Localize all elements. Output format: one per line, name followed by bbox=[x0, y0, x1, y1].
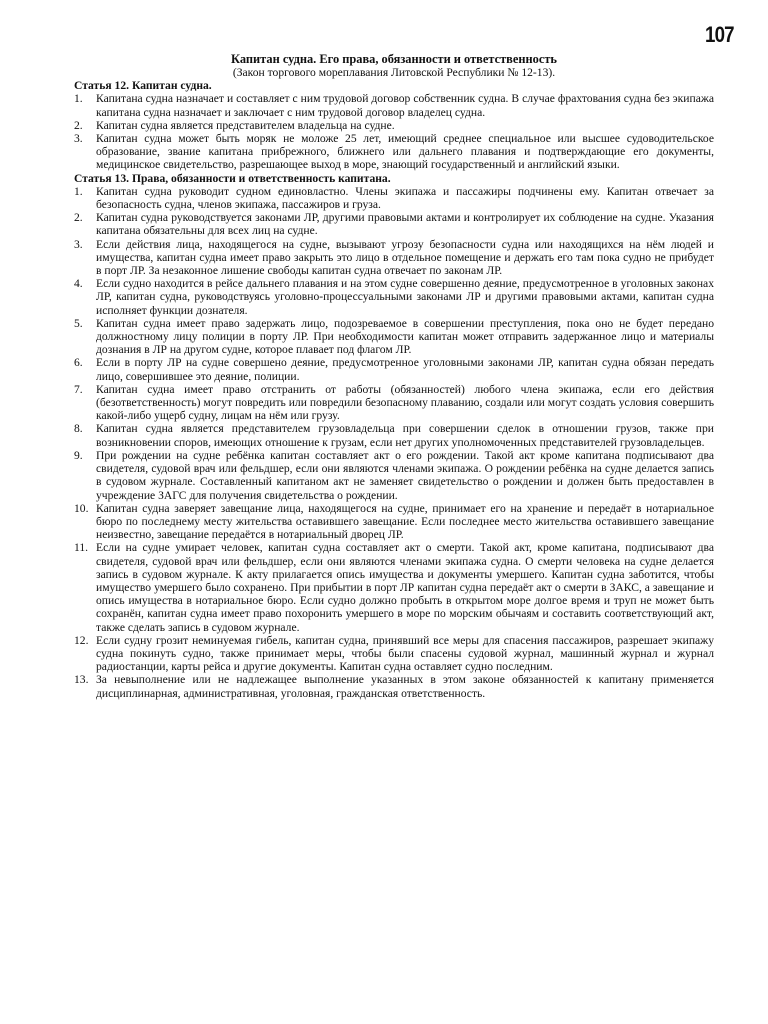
article-12-list bbox=[74, 92, 714, 171]
item-number: 5. bbox=[74, 316, 83, 330]
article-heading: Статья 13. Права, обязанности и ответственность капитана. bbox=[74, 171, 391, 185]
item-number: 2. bbox=[74, 211, 83, 225]
item-text: Капитан судна является представителем владельца на судне. bbox=[96, 118, 395, 132]
item-number: 4. bbox=[74, 277, 83, 291]
document-subtitle: (Закон торгового мореплавания Литовской Республики № 12-13). bbox=[232, 66, 556, 79]
item-number: 11. bbox=[74, 541, 89, 555]
item-text: Если действия лица, находящегося на судне, вызывают угрозу безопасности судна или находящихся на нём людей и имущества, капитан судна имеет право закрыть это лицо в отдельное помещение и держать его там пока судно не прибудет в порт ЛР. За незаконное лишение свободы капитан судна отвечает по законам ЛР. bbox=[96, 237, 714, 278]
item-number: 8. bbox=[74, 422, 83, 436]
item-text: Капитан судна руководствуется законами ЛР, другими правовыми актами и контролирует их соблюдение на судне. Указания капитана обязательны для всех лиц на судне. bbox=[96, 211, 714, 238]
list-item bbox=[74, 502, 714, 542]
article-13-list bbox=[74, 185, 714, 700]
item-text: Капитан судна имеет право отстранить от работы (обязанностей) любого члена экипажа, если его действия (безответственность) могут повредить или повредили безопасному плаванию, создали или могут создать условия совершить какой-либо ущерб судну, лицам на нём или грузу. bbox=[96, 382, 714, 423]
item-text: Капитан судна может быть моряк не моложе 25 лет, имеющий среднее специальное или высшее судоводительское образование, звание капитана прибрежного, ближнего или дальнего плавания и подтверждающие его документы, медицинское свидетельство, разрешающее выход в море, знающий государственный и английский языки. bbox=[96, 132, 714, 172]
item-number: 1. bbox=[74, 92, 83, 106]
item-number: 13. bbox=[74, 673, 89, 687]
item-text: Капитан судна заверяет завещание лица, находящегося на судне, принимает его на хранение и передаёт в нотариальное бюро по последнему месту жительства оставившего завещание. Если последнее место жительства оставившего завещание неизвестно, завещание передаётся в нотариальный дворец ЛР. bbox=[96, 501, 714, 542]
list-item bbox=[74, 238, 714, 278]
item-text: Если на судне умирает человек, капитан судна составляет акт о смерти. Такой акт, кроме капитана, подписывают два свидетеля, судовой врач или фельдшер, если они являются членами экипажа судна. О смерти человека на судне делается запись в судовом журнале. К акту прилагается опись имущества и документы умершего. Капитан судна заботится, чтобы имущество умершего было сохранено. При прибытии в порт ЛР капитан судна передаёт акт о смерти в ЗАКС, а завещание и опись имущества в нотариальное бюро. Если судно должно пробыть в открытом море долгое время и труп не может быть сохранён, капитан судна имеет право похоронить умершего в море по морским обычаям и составить соответствующий акт, также сделать запись в судовом журнале. bbox=[96, 541, 714, 634]
item-number: 7. bbox=[74, 382, 83, 396]
list-item bbox=[74, 356, 714, 382]
item-number: 6. bbox=[74, 356, 83, 370]
article-13 bbox=[74, 172, 714, 700]
item-text: Капитан судна руководит судном единовластно. Члены экипажа и пассажиры подчинены ему. Капитан отвечает за безопасность судна, членов экипажа, пассажиров и груза. bbox=[96, 184, 714, 212]
item-number: 12. bbox=[74, 633, 89, 647]
article-heading: Статья 12. Капитан судна. bbox=[74, 79, 212, 93]
item-text: Если судно находится в рейсе дальнего плавания и на этом судне совершенно деяние, предусмотренное в уголовных законах ЛР, капитан судна, руководствуясь уголовно-процессуальными законами ЛР и другими правовыми актами, капитан судна исполняет функции дознателя. bbox=[96, 277, 714, 317]
list-item bbox=[74, 673, 714, 699]
item-text: Капитана судна назначает и составляет с ним трудовой договор собственник судна. В случае фрахтования судна без экипажа капитана судна назначает и заключает с ним трудовой договор владелец судна. bbox=[96, 92, 714, 119]
list-item bbox=[74, 185, 714, 211]
article-12 bbox=[74, 79, 714, 171]
list-item bbox=[74, 119, 714, 132]
list-item bbox=[74, 92, 714, 118]
item-number: 10. bbox=[74, 501, 89, 515]
list-item bbox=[74, 317, 714, 357]
item-text: Если в порту ЛР на судне совершено деяние, предусмотренное уголовными законами ЛР, капитан судна обязан передать лицо, совершившее это деяние, полиции. bbox=[96, 356, 714, 383]
list-item bbox=[74, 541, 714, 633]
item-number: 3. bbox=[74, 237, 83, 251]
item-text: При рождении на судне ребёнка капитан составляет акт о его рождении. Такой акт кроме капитана подписывают два свидетеля, судовой врач или фельдшер, если они являются членами экипажа. О рождении ребёнка на судне делается запись в судовом журнале. Составленный капитаном акт не заменяет свидетельство о рождении и должен быть предоставлен в учреждение ЗАГС для получения свидетельства о рождении. bbox=[96, 448, 714, 502]
item-text: За невыполнение или не надлежащее выполнение указанных в этом законе обязанностей к капитану применяется дисциплинарная, административная, уголовная, гражданская ответственность. bbox=[96, 673, 714, 700]
document-title: Капитан судна. Его права, обязанности и ответственность bbox=[231, 52, 557, 66]
item-number: 1. bbox=[74, 184, 83, 198]
list-item bbox=[74, 634, 714, 674]
item-number: 9. bbox=[74, 448, 83, 462]
item-number: 2. bbox=[74, 118, 83, 132]
list-item bbox=[74, 449, 714, 502]
list-item bbox=[74, 383, 714, 423]
item-text: Если судну грозит неминуемая гибель, капитан судна, принявший все меры для спасения пассажиров, разрешает экипажу судна покинуть судно, также принимает меры, чтобы были спасены судовой журнал, машинный журнал и журнал радиостанции, карты рейса и другие документы. Капитан судна оставляет судно последним. bbox=[96, 633, 714, 674]
page-number: 107 bbox=[705, 22, 734, 47]
document-body bbox=[74, 52, 714, 700]
list-item bbox=[74, 422, 714, 448]
list-item bbox=[74, 132, 714, 172]
item-text: Капитан судна является представителем грузовладельца при совершении сделок в отношении грузов, также при возникновении споров, имеющих отношение к грузам, если нет других уполномоченных представителей грузовладельцев. bbox=[96, 422, 714, 449]
list-item bbox=[74, 277, 714, 317]
list-item bbox=[74, 211, 714, 237]
item-text: Капитан судна имеет право задержать лицо, подозреваемое в совершении преступления, пока оно не будет передано должностному лицу полиции в порту ЛР. При необходимости капитан может отправить задержанное лицо и материалы дознания в ЛР на другом судне, которое плавает под флагом ЛР. bbox=[96, 316, 714, 357]
item-number: 3. bbox=[74, 132, 83, 146]
